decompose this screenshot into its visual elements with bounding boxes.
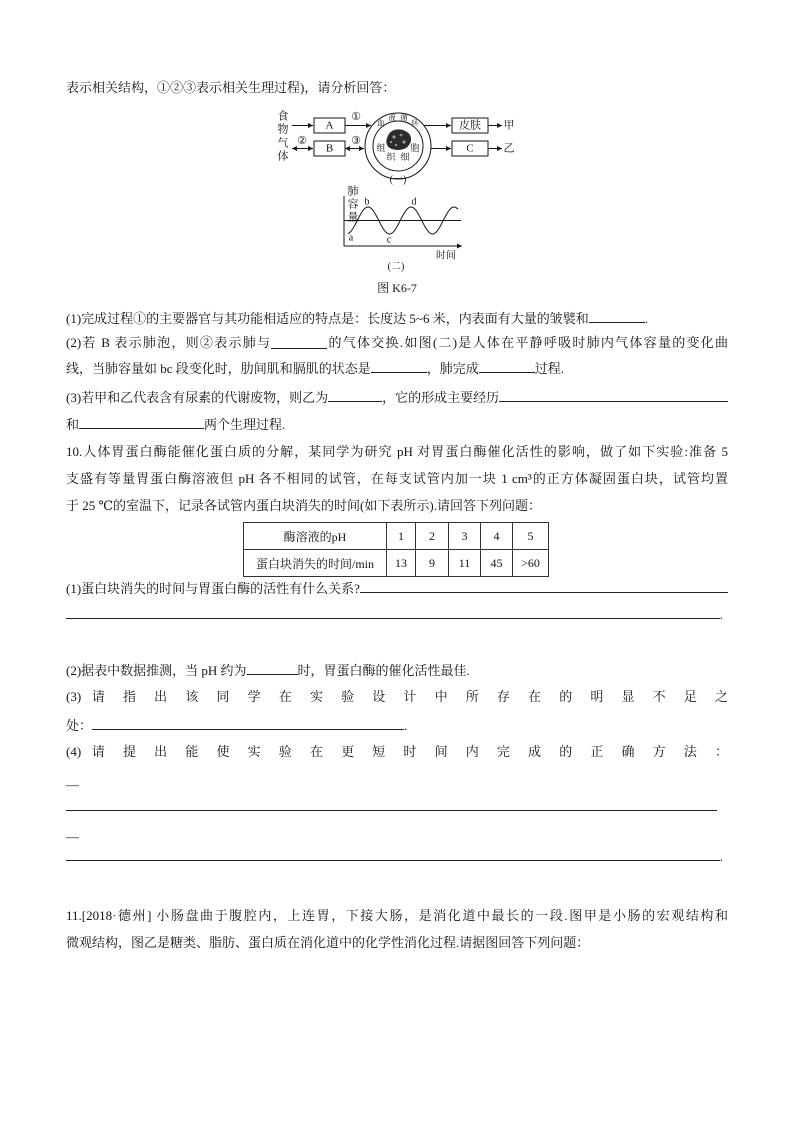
answer-line bbox=[66, 810, 717, 811]
q10-part2-text-b: 时，胃蛋白酶的催化活性最佳. bbox=[297, 663, 470, 678]
q9-part3-line1 bbox=[66, 389, 728, 406]
point-a-label: a bbox=[348, 232, 354, 244]
answer-blank bbox=[66, 606, 720, 619]
answer-blank bbox=[271, 336, 327, 349]
q10-part1-line2 bbox=[66, 606, 723, 623]
answer-blank bbox=[499, 389, 728, 402]
tissue-cell-blob bbox=[386, 129, 411, 150]
answer-blank bbox=[479, 360, 535, 373]
q10-part3-line2 bbox=[66, 717, 728, 734]
ring-char-4: 环 bbox=[411, 118, 419, 128]
q10-part1-text: (1)蛋白块消失的时间与胃蛋白酶的活性有什么关系? bbox=[66, 581, 360, 596]
row-header: 酶溶液的pH bbox=[244, 523, 387, 550]
food-label: 食物 bbox=[276, 110, 288, 136]
output-jia-label: 甲 bbox=[503, 119, 515, 132]
answer-blank bbox=[247, 662, 298, 675]
lung-volume-graph bbox=[344, 196, 462, 246]
ring-char-1: 血 bbox=[377, 118, 385, 128]
q9-part2-text-b: 的气体交换.如图(二)是人体在平静呼吸时肺内气体容量的变化曲 bbox=[327, 335, 728, 350]
q10-part3-line1: (3) 请 指 出 该 同 学 在 实 验 设 计 中 所 存 在 的 明 显 不 足 之 bbox=[66, 689, 728, 704]
sentence-end: . bbox=[404, 718, 408, 733]
q10-part3-text: 处： bbox=[66, 718, 93, 733]
q10-part2-text-a: (2)据表中数据推测，当 pH 约为 bbox=[66, 663, 247, 678]
table-cell: 3 bbox=[449, 523, 481, 550]
answer-dash: — bbox=[66, 829, 79, 844]
table-row bbox=[244, 550, 549, 577]
box-a-label: A bbox=[325, 119, 334, 132]
output-yi-label: 乙 bbox=[503, 142, 515, 155]
intro-text: 表示相关结构，①②③表示相关生理过程)，请分析回答： bbox=[66, 80, 396, 95]
process-2-label: ② bbox=[297, 135, 307, 147]
table-cell: 45 bbox=[481, 550, 513, 577]
table-cell: 5 bbox=[513, 523, 549, 550]
q11-stem-line2: 微观结构，图乙是糖类、脂肪、蛋白质在消化道中的化学性消化过程.请据图回答下列问题： bbox=[66, 935, 590, 950]
q9-part2-line1 bbox=[66, 335, 728, 351]
sentence-end: . bbox=[719, 607, 723, 622]
box-c-label: C bbox=[466, 142, 474, 155]
answer-dash: — bbox=[66, 777, 79, 792]
answer-blank bbox=[66, 848, 720, 861]
q9-part2-text-d: ，肺完成 bbox=[426, 361, 479, 376]
enzyme-data-table bbox=[243, 522, 549, 577]
x-axis-label: 时间 bbox=[436, 250, 456, 262]
q10-stem-line2: 支盛有等量胃蛋白酶溶液但 pH 各不相同的试管，在每支试管内加一块 1 cm³的正方体凝固蛋白块，试管均置 bbox=[66, 471, 728, 486]
ring-char-2: 液 bbox=[388, 113, 396, 122]
answer-blank bbox=[360, 580, 728, 593]
table-cell: 9 bbox=[416, 550, 449, 577]
q9-part2-text-e: 过程. bbox=[534, 361, 565, 376]
cell-char-1: 组 bbox=[376, 143, 386, 153]
q9-part3-text-b: ，它的形成主要经历 bbox=[382, 390, 500, 405]
figure-2-caption: (二) bbox=[387, 261, 405, 273]
cell-char-3: 细 bbox=[400, 152, 410, 162]
point-b-label: b bbox=[364, 196, 370, 208]
ring-char-3: 循 bbox=[400, 113, 408, 122]
table-row bbox=[244, 523, 549, 550]
process-1-label: ① bbox=[351, 111, 361, 123]
table-cell: 13 bbox=[387, 550, 416, 577]
table-cell: 1 bbox=[387, 523, 416, 550]
sentence-end: . bbox=[719, 849, 723, 864]
answer-blank bbox=[79, 416, 204, 429]
sentence-end: . bbox=[644, 311, 648, 326]
figure-caption: 图 K6-7 bbox=[377, 281, 417, 295]
box-skin-label: 皮肤 bbox=[459, 119, 481, 132]
table-cell: 4 bbox=[481, 523, 513, 550]
q10-stem-line3: 于 25 ℃的室温下，记录各试管内蛋白块消失的时间(如下表所示).请回答下列问题： bbox=[66, 498, 541, 513]
y-axis-label: 肺容量 bbox=[346, 185, 358, 224]
q9-part2-text-a: (2)若 B 表示肺泡，则②表示肺与 bbox=[66, 335, 272, 350]
figure-k6-7 bbox=[270, 100, 530, 278]
q9-part3-text-a: (3)若甲和乙代表含有尿素的代谢废物，则乙为 bbox=[66, 390, 329, 405]
figure-diagram bbox=[270, 100, 530, 278]
q9-part2-line2 bbox=[66, 360, 728, 377]
q9-part3-line2 bbox=[66, 416, 728, 433]
point-d-label: d bbox=[411, 196, 417, 208]
process-3-label: ③ bbox=[351, 135, 361, 147]
box-b-label: B bbox=[325, 142, 334, 155]
cell-char-2: 织 bbox=[386, 152, 396, 162]
q10-part2 bbox=[66, 662, 728, 679]
row-header: 蛋白块消失的时间/min bbox=[244, 550, 387, 577]
figure-1-caption: (一) bbox=[389, 174, 407, 186]
q10-stem-line1: 10.人体胃蛋白酶能催化蛋白质的分解，某同学为研究 pH 对胃蛋白酶催化活性的影响，做了如下实验:准备 5 bbox=[66, 444, 728, 459]
answer-blank bbox=[589, 310, 645, 323]
gas-label: 气体 bbox=[276, 137, 288, 163]
table-cell: 2 bbox=[416, 523, 449, 550]
q11-stem-line1: 11.[2018·德州] 小肠盘曲于腹腔内，上连胃，下接大肠，是消化道中最长的一段.图甲是小肠的宏观结构和 bbox=[66, 908, 728, 923]
table-cell: 11 bbox=[449, 550, 481, 577]
q10-part4-answer-line bbox=[66, 848, 723, 865]
point-c-label: c bbox=[386, 234, 392, 246]
cell-char-4: 胞 bbox=[410, 143, 420, 153]
q9-part2-text-c: 线，当肺容量如 bc 段变化时，肋间肌和膈肌的状态是 bbox=[66, 361, 371, 376]
q9-part3-text-d: 两个生理过程. bbox=[204, 417, 286, 432]
q10-part1-line1 bbox=[66, 580, 728, 597]
answer-blank bbox=[371, 360, 427, 373]
answer-blank bbox=[328, 389, 382, 402]
answer-blank bbox=[92, 717, 404, 730]
q9-part3-text-c: 和 bbox=[66, 417, 80, 432]
table-cell: >60 bbox=[513, 550, 549, 577]
q10-part4-line1: (4) 请 提 出 能 使 实 验 在 更 短 时 间 内 完 成 的 正 确 方 法 ： bbox=[66, 744, 728, 759]
q9-part1-text: (1)完成过程①的主要器官与其功能相适应的特点是：长度达 5~6 米，内表面有大量的皱襞和 bbox=[66, 311, 589, 326]
q9-part1 bbox=[66, 310, 728, 327]
